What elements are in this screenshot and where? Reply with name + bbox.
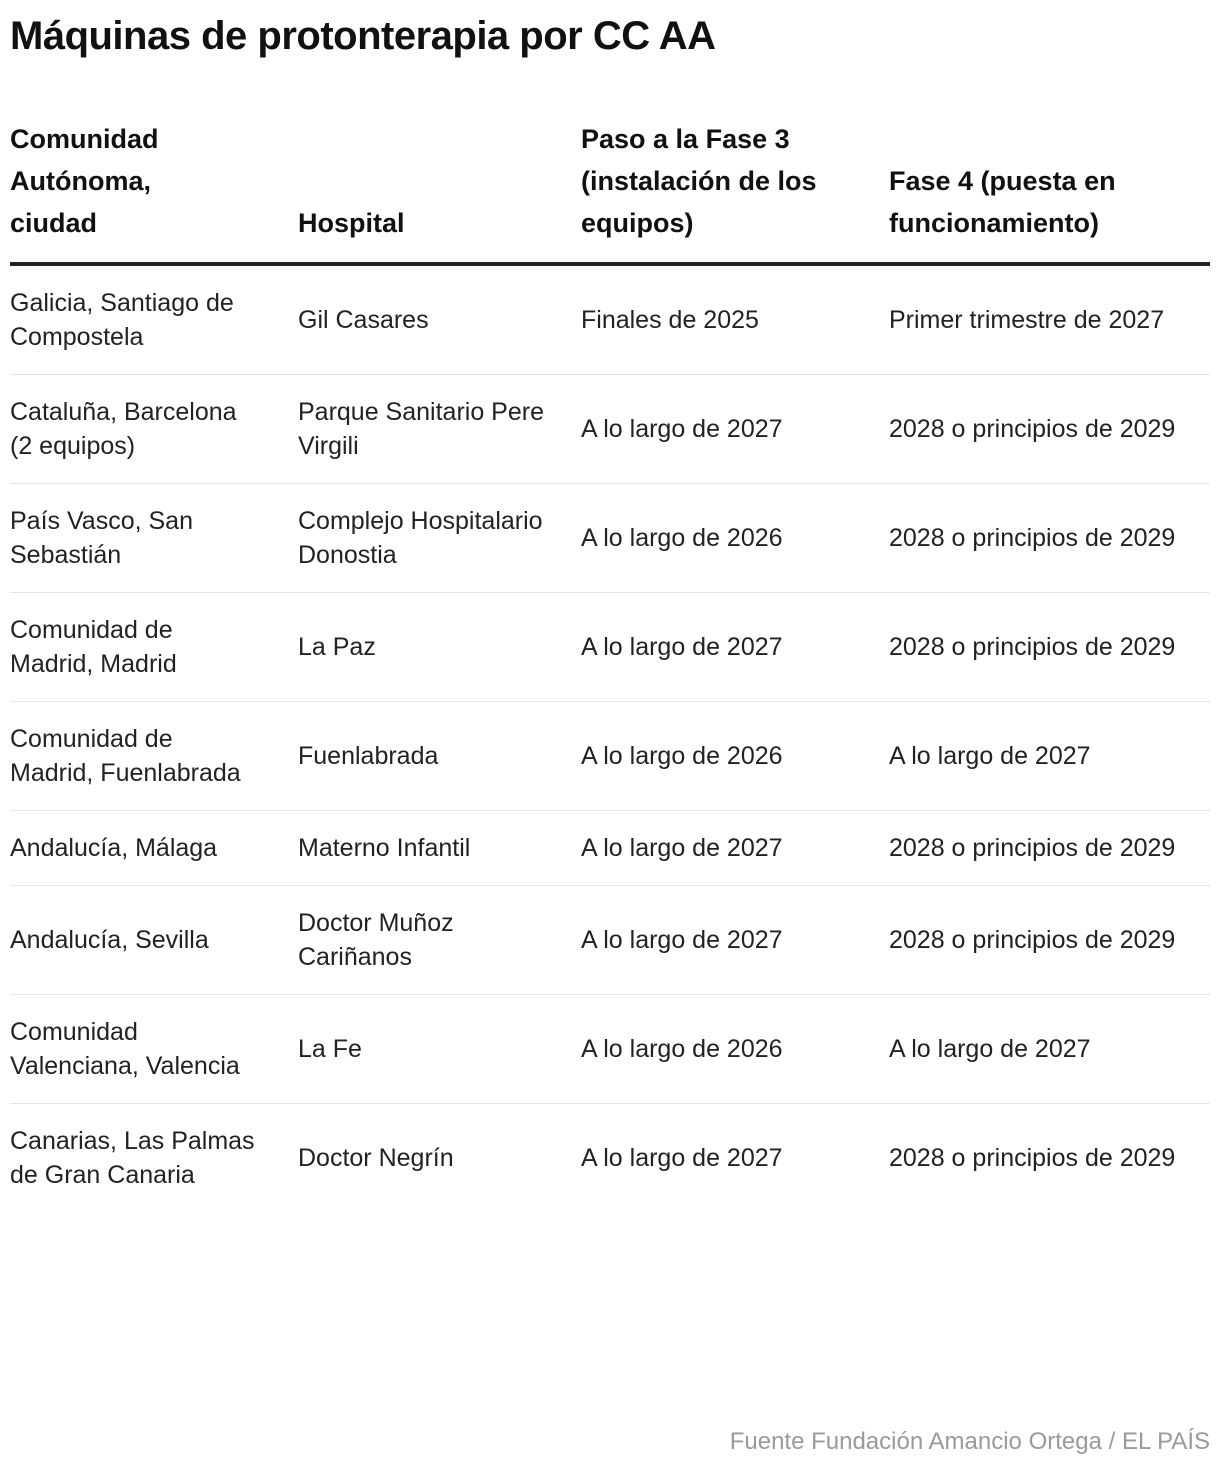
- cell-fase-3: A lo largo de 2026: [581, 484, 889, 593]
- cell-comunidad: Comunidad de Madrid, Madrid: [10, 593, 298, 702]
- table-row: [10, 1104, 1210, 1213]
- cell-fase-3: A lo largo de 2026: [581, 702, 889, 811]
- cell-comunidad: Andalucía, Sevilla: [10, 886, 298, 995]
- cell-fase-4: 2028 o principios de 2029: [889, 1144, 1176, 1172]
- cell-hospital: Fuenlabrada: [298, 702, 581, 811]
- cell-comunidad: Cataluña, Barcelona (2 equipos): [10, 375, 298, 484]
- table-row: [10, 593, 1210, 702]
- column-header-fase-4: Fase 4 (puesta en funcionamiento): [889, 118, 1210, 264]
- table-row: [10, 264, 1210, 375]
- cell-hospital: Parque Sanitario Pere Virgili: [298, 375, 581, 484]
- cell-fase-3: A lo largo de 2027: [581, 593, 889, 702]
- page-title: Máquinas de protonterapia por CC AA: [10, 14, 716, 58]
- cell-comunidad: Andalucía, Málaga: [10, 811, 298, 886]
- column-header-fase-3: Paso a la Fase 3 (instalación de los equipos): [581, 118, 889, 264]
- cell-comunidad: País Vasco, San Sebastián: [10, 484, 298, 593]
- cell-fase-4: A lo largo de 2027: [889, 702, 1210, 811]
- table-body: [10, 264, 1210, 1212]
- cell-fase-4: 2028 o principios de 2029: [889, 886, 1210, 995]
- cell-comunidad: Galicia, Santiago de Compostela: [10, 264, 298, 375]
- cell-fase-3: A lo largo de 2027: [581, 886, 889, 995]
- column-header-hospital: Hospital: [298, 118, 581, 264]
- cell-fase-3: A lo largo de 2027: [581, 375, 889, 484]
- cell-fase-4: A lo largo de 2027: [889, 995, 1210, 1104]
- cell-fase-4: 2028 o principios de 2029: [889, 811, 1210, 886]
- cell-fase-4: 2028 o principios de 2029: [889, 593, 1210, 702]
- cell-fase-3: A lo largo de 2026: [581, 995, 889, 1104]
- data-table-container: [10, 118, 1210, 1212]
- cell-hospital: La Fe: [298, 995, 581, 1104]
- data-table: [10, 118, 1210, 1212]
- cell-fase-3: A lo largo de 2027: [581, 1144, 783, 1172]
- table-row: [10, 702, 1210, 811]
- table-row: [10, 375, 1210, 484]
- cell-fase-4: Primer trimestre de 2027: [889, 264, 1210, 375]
- cell-fase-4: 2028 o principios de 2029: [889, 375, 1210, 484]
- source-note: Fuente Fundación Amancio Ortega / EL PAÍS: [729, 1428, 1210, 1455]
- cell-hospital: La Paz: [298, 593, 581, 702]
- table-header: [10, 118, 1210, 264]
- header-row: [10, 118, 1210, 264]
- cell-comunidad: Canarias, Las Palmas de Gran Canaria: [10, 1127, 255, 1189]
- table-row: [10, 811, 1210, 886]
- cell-hospital: Doctor Muñoz Cariñanos: [298, 886, 581, 995]
- cell-comunidad: Comunidad de Madrid, Fuenlabrada: [10, 702, 298, 811]
- cell-hospital: Materno Infantil: [298, 811, 581, 886]
- cell-hospital: Gil Casares: [298, 264, 581, 375]
- table-row: [10, 995, 1210, 1104]
- cell-fase-3: A lo largo de 2027: [581, 811, 889, 886]
- cell-fase-3: Finales de 2025: [581, 264, 889, 375]
- cell-fase-4: 2028 o principios de 2029: [889, 484, 1210, 593]
- table-row: [10, 886, 1210, 995]
- column-header-comunidad: Comunidad Autónoma, ciudad: [10, 118, 298, 264]
- cell-hospital: Complejo Hospitalario Donostia: [298, 484, 581, 593]
- cell-hospital: Doctor Negrín: [298, 1144, 454, 1172]
- cell-comunidad: Comunidad Valenciana, Valencia: [10, 995, 298, 1104]
- table-row: [10, 484, 1210, 593]
